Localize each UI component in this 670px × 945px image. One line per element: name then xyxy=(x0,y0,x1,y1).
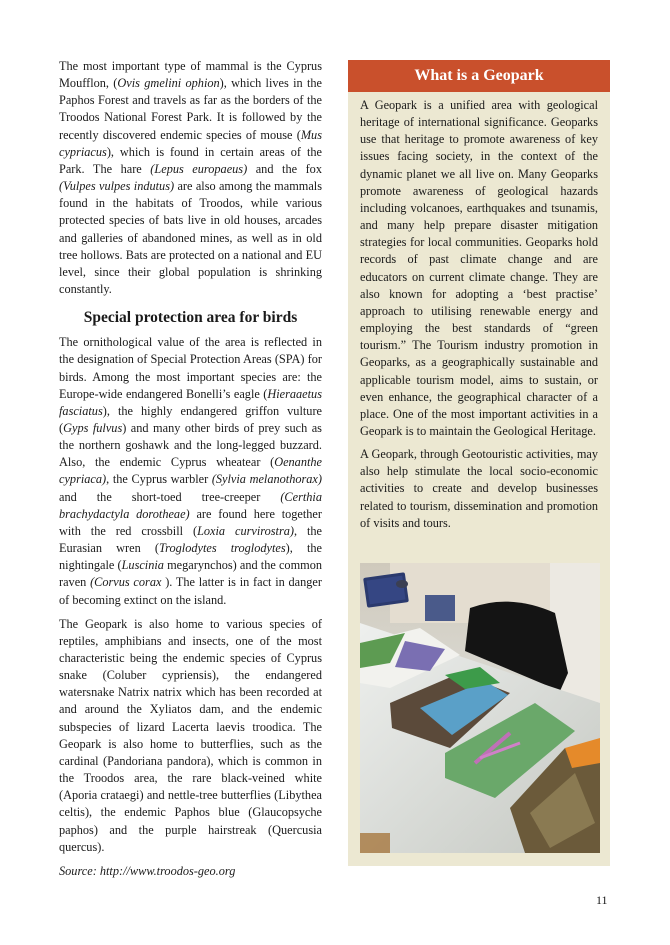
brochures-photo xyxy=(360,563,600,853)
text-run: ), the nightingale ( xyxy=(59,541,322,573)
text-run: are found here together with the red crossbill ( xyxy=(59,506,322,538)
birds-paragraph xyxy=(59,334,322,609)
reptiles-paragraph: The Geopark is also home to various species of reptiles, amphibians and insects, one of the most characteristic being the endemic species of Cyprus snake (Coluber cypriensis), the endangered watersnake Natrix natrix which has been recorded at and around the Xyliatos dam, and the endemic subspecies of lizard Lacerta laevis troodica. The Geopark is also home to butterflies, such as the cardinal (Pandoriana pandora), which is common in the Troodos area, the rare black-veined white (Aporia crataegi) and nettle-tree butterflies (Libythea celtis), the endemic Paphos blue (Glaucopsyche paphos) and the purple hairstreak (Quercusia quercus). xyxy=(59,616,322,854)
text-run: ) and many other birds of prey such as the northern goshawk and the long-legged buzzard. Also, the endemic Cyprus wheatear ( xyxy=(59,420,322,470)
geopark-sidebar-box xyxy=(348,60,610,866)
page-number: 11 xyxy=(596,893,608,907)
text-run: and the fox xyxy=(247,161,322,176)
species-name: Ovis gmelini ophion xyxy=(117,76,220,91)
sidebar-box-title: What is a Geopark xyxy=(348,60,610,92)
text-run: megarynchos) and the common raven xyxy=(59,558,323,590)
text-run: ), the highly endangered griffon vulture ( xyxy=(59,403,322,435)
mammals-paragraph xyxy=(59,58,322,298)
brochures-photo-illustration xyxy=(360,563,600,853)
species-name: Gyps fulvus xyxy=(63,420,123,435)
species-name: (Corvus corax xyxy=(90,575,162,590)
text-run: ), which lives in the Paphos Forest and travels as far as the borders of the Troodos National Forest Park. It is followed by the recently discovered endemic species of mouse ( xyxy=(59,76,323,142)
species-name: Mus cypriacus xyxy=(59,127,322,159)
species-name: (Certhia brachydactyla dorotheae) xyxy=(59,489,322,521)
source-citation: Source: http://www.troodos-geo.org xyxy=(59,863,236,878)
wood-corner xyxy=(360,833,390,853)
species-name: Loxia curvirostra) xyxy=(197,523,294,538)
text-run: and the short-toed tree-creeper xyxy=(59,489,281,504)
text-run: ). The latter is in fact in danger of becoming extinct on the island. xyxy=(59,575,322,607)
species-name: Hieraaetus fasciatus xyxy=(59,386,322,418)
species-name: Oenanthe cypriaca) xyxy=(59,455,322,487)
keyboard-icon xyxy=(363,572,409,608)
sidebar-box-body xyxy=(348,92,610,532)
text-run: are also among the mammals found in the habitats of Troodos, while various protected species of bats live in old houses, arcades and galleries of abandoned mines, as well as in old tree hollows. Bats are protected on a national and EU level, since their global population is shrinking constantly. xyxy=(59,179,322,297)
mouse-icon xyxy=(396,580,408,588)
species-name: (Lepus europaeus) xyxy=(150,161,248,176)
text-run: , the Eurasian wren ( xyxy=(59,523,323,556)
text-run: ), which is found in certain areas of the Park. The hare xyxy=(59,144,322,176)
text-run: The most important type of mammal is the Cyprus Moufflon, ( xyxy=(59,59,322,91)
geopark-definition-paragraph: A Geopark is a unified area with geological heritage of international significance. Geoparks use that heritage to promote awareness of key issues facing society, in the context of the dynamic planet we all live on. Many Geoparks promote awareness of geological hazards including volcanoes, earthquakes and tsunamis, and many help prepare disaster mitigation strategies for local communities. Geoparks hold records of past climate change and are educators on current climate change. They are also known for adopting a ‘best practise’ approach to utilising renewable energy and employing the best standards of “green tourism.” The Tourism industry promotion in Geoparks, as a geographically sustainable and applicable tourism model, aims to sustain, or even enhance, the geographical character of a place. One of the most important activities in a Geopark is to maintain the Geological Heritage. xyxy=(360,98,598,438)
text-run: , the Cyprus warbler xyxy=(106,472,212,487)
species-name: Luscinia xyxy=(121,558,164,573)
species-name: (Vulpes vulpes indutus) xyxy=(59,179,175,194)
geotourism-paragraph: A Geopark, through Geotouristic activities, may also help stimulate the local socio-economic activities to create and develop businesses related to tourism, dissemination and promotion of visits and tours. xyxy=(360,447,598,530)
monitor-box xyxy=(425,595,455,621)
species-name: (Sylvia melanothorax) xyxy=(211,472,322,487)
left-column xyxy=(59,58,322,887)
section-heading: Special protection area for birds xyxy=(83,309,298,327)
text-run: The ornithological value of the area is reflected in the designation of Special Protection Areas (SPA) for birds. Among the most important species are: the Europe-wide endangered Bonelli’s eagle ( xyxy=(59,335,322,401)
species-name: Troglodytes troglodytes xyxy=(159,541,286,556)
